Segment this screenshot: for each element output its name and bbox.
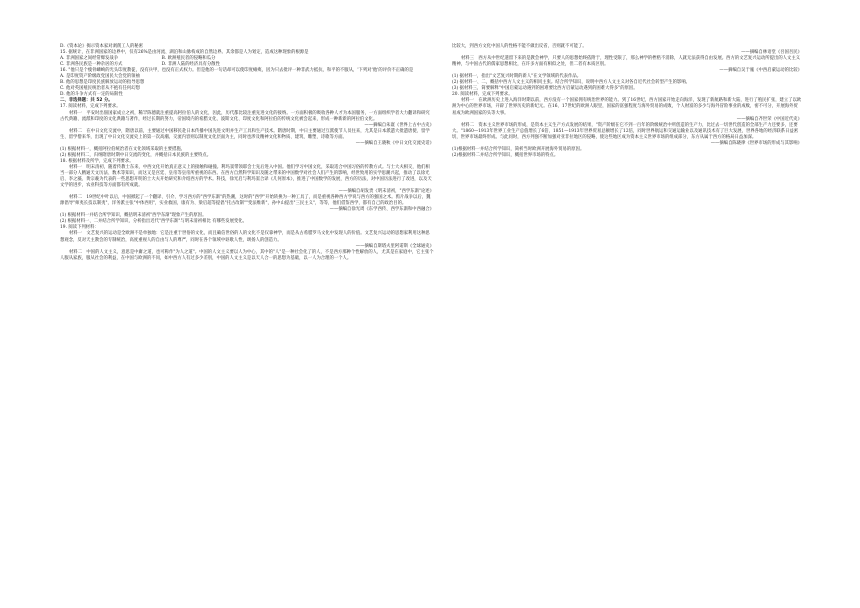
text-paragraph: (2) 根据材料一、二并结合所学知识，分析指出近代"西学东渐"与明末清初相比 有哪些发展变化。	[60, 219, 247, 225]
source-citation: ——摘编自胡发贵《明末清初，"西学东渐"论述》	[338, 189, 434, 195]
source-citation: ——摘编自朱寰《世界上古中古史》	[364, 122, 434, 128]
text-paragraph: 材料一 在欧洲历史上进入海洋时期以前，西方没有一个国家拥有统治世界的能力。到了16世纪，西方国家开始走向海洋，发现了新航路和新大陆，进行了殖民扩张，建立了以欧洲为中心的世界市场，开辟了世界历史的新纪元。在16、17世纪的欧洲人眼里，国家的富强程度与海外贸易的成败，个人财富的多少与海外冒险事业的成败，密不可分，开展海外贸易成为欧洲国家的头等大事。	[452, 98, 802, 116]
text-paragraph: A. 是印度资产阶级政党国民大会党的领袖	[60, 74, 140, 80]
text-paragraph: 18. 根据材料及所学，完成下列要求。	[60, 158, 134, 164]
text-paragraph: 材料一 明末清初，随着传教士东来，中西文化开始真正意义上的接触和碰撞。利玛窦带领耶会士先后进入中国。他们学习中国文化，采取适合中国习俗的传教方式。与士大夫相交，他们相当一部分人精通天文历法、数术等知识，而这又是宫廷、皇帝等皇帝所重视的东西。在西方自然科学知识及随之带来的中国数学对社会人们产生的影响，经世致用的实学思潮兴起，推动了以徐光启、李之藻、黄宗羲为代表的一些思想开明的士大夫开始研究和介绍西方的学术。科技，徐光启与利玛窦合译《几何原本》，推进了中国数学的发展，西方的历法，对中国历法进行了改进，以及天文学的进步，农业科技等方面都有所成就。	[60, 164, 432, 189]
source-citation: ——摘编自齐世荣《中国近代史》	[736, 116, 802, 122]
text-paragraph: (2) 据材料一、二，概括中西方人文主义的相同主张。结合所学知识，说明中西方人文主义对各自近代社会转型产生的影响。	[452, 80, 691, 86]
text-paragraph: 15. 据统计，在非洲国家的边界中，仅有26%是由河流、湖泊和山脉构成的自然边界。其余都是人为划定，造成这种现象的根源是	[60, 50, 309, 56]
text-paragraph: C. 他对英国殖民统治者从不抱有任何幻想	[60, 86, 140, 92]
text-paragraph: (1) 据材料一，指出"文艺复兴时期的新人"在文学领域的代表作品。	[452, 74, 582, 80]
source-citation: ——摘编自徐光周《东学西传、西学东渐和中西融合》	[329, 207, 434, 213]
text-paragraph: 材料一 平安时出佃国家成立之初，稀罕陈德就注重提高阿拉伯人的文化，因此，历代都比较注重先进文化的接纳。一方面积极的吸收各种人才为本国服务，一方面组织学者大力翻译和研究古代典籍、流派和印度的文化典籍与著作，经过长期的努力，帝国境内的希腊文化、波斯文化、印度文化和阿拉伯的传统文化被会起来，形成一种新新的阿拉伯文化。	[60, 110, 430, 122]
text-paragraph: 材料二 19世纪中叶以后，中国掀起了一个翻译、引介、学习西方的"西学东渐"的热潮，这时的"西学"开始转换为一种工具了，而是重视各种西方学说与西方的强国之术。鸦片战争以后，魏源倡导"师夷长技以制夷"，洋务派主张"中体西用"，实业救国，康有为、梁启超等提倡"托古改制""变法维新"，孙中山提出"三民主义"，等等，他们借鉴西学，都有自己的政治目的。	[60, 195, 431, 207]
right-column	[452, 44, 802, 159]
text-paragraph: B. 他的思想是印度民族解放运动的指导思想	[60, 80, 145, 86]
text-paragraph: 材料一 文艺复兴的运动是全欧洲不是单独地：它是注重于世俗的文化，而且确信世俗的人的文化不是仅靠神学，而是从古希腊罗马文化中发现人的价值。文艺复兴运动的思想家利用这种思想观念，反对天主教会的专制统治，高度重视人的自由与人的尊严，同时在各个领域中讴歌人性，颂扬人的创造力。	[60, 231, 430, 243]
source-citation: ——摘编自王晓秋《中日文化交流史话》	[355, 140, 434, 146]
text-paragraph: (2) 根据材料二，归纳隋唐时期中日交流的变化，并概括日本民族的主要特点。	[60, 152, 212, 158]
text-paragraph: (3) 据材料三，简要解释"中国启蒙运动遇到的困难要比西方启蒙运动遇到的困难大得多"的原因。	[452, 86, 638, 92]
text-paragraph: (1) 根据材料一，概括阿拉伯统治者在文化领域采取的主要措施。	[60, 146, 186, 152]
text-paragraph: (2)根据材料二并结合所学知识，概括世界市场的特点。	[452, 152, 559, 158]
text-paragraph: A. 非洲国家之间经常爆发战争 B. 欧洲殖民者的侵略和瓜分	[60, 56, 216, 62]
text-paragraph: C. 非洲各民族是一种杂居的方式 D. 非洲人陆的经济具有分散性	[60, 62, 220, 68]
text-paragraph: 16. "他只是个瘦骨嶙峋的光头印度教徒，没有兵甲，也没有正式权力。但是他的一句话却可以使印度瘫痪，因为只去批评一种非武力抵抗，和平的不服从，'下列对'他'的评价不正确的是	[60, 68, 414, 74]
text-paragraph: 19. 阅读下列材料：	[60, 225, 99, 231]
source-citation: ——摘编自吴于廑《中西启蒙运动的比较》	[719, 68, 802, 74]
text-paragraph: 材料二 中国的人文主义，意思是中庸之道，也可称作"为人之道"。中国的人文主义要以人为中心，其中的"人"是一种社会化了的人，不是西方那种个性解放的人，尤其是在家庭中，它主张个人服从家族，服从社会的利益，在中国与欧洲的不同，如中西方人有过多少差别，中国的人文主义是以天人合一的思想为基础，以一人为合理的一个人。	[60, 249, 434, 261]
source-citation: ——摘编自斯塔夫里阿诺斯《全球通史》	[355, 243, 434, 249]
text-paragraph: 20. 阅读材料，完成下列要求。	[452, 92, 513, 98]
text-paragraph: 材料二 资本主义世界市场的形成，是资本主义生产方式发展的结果，"资产阶级在它不到一百年的阶级统治中所创造的生产力，比过去一切世代创造的全部生产力还要多，还要大。"1860—1913年世界工业生产总值增长了6倍，1851—1913年世界贸易总额增长了12倍，同时世界航运和交通运输业以及通讯技术有了巨大发展，世界各地的经济联系日益密切，世界市场最终形成。与此同时，西方列强不断加强对亚非拉地区的侵略，使这些地区成为资本主义世界市场的组成部分，东方从属于西方的格局日益加深。	[452, 122, 799, 140]
text-paragraph: 比较大，到西方文化中国人的性格不能不做出反省，否则就不可能了。	[452, 44, 587, 49]
text-paragraph: D. 他的斗争方式有一定的局限性	[60, 92, 123, 98]
section-heading: 二、非选择题：共 52 分。	[60, 98, 113, 104]
text-paragraph: 17. 阅读材料，完成下列要求。	[60, 104, 121, 110]
text-paragraph: D.《资本论》揭示资本家对剥削工人的秘密	[60, 44, 143, 49]
text-paragraph: 材料三 西方从中世纪遗留下来的是教会神学，只要人的思想始终依附于，理性受限了，那么神学的桎梏不消除，人就无法获得自由发展。西方的文艺复兴运动所提出的人文主义精神，与中国古代的儒家思想相比，在许多方面有相似之处，但二者有本质区别。	[452, 56, 801, 68]
text-paragraph: (1) 根据材料一并结合所学知识，概括明末清初"西学东渐"现象产生的原因。	[60, 213, 207, 219]
source-citation: ——摘编自陈晓律《世界市场的形成与其影响》	[710, 140, 802, 146]
source-citation: ——摘编自林语堂《吾国吾民》	[741, 50, 802, 56]
text-paragraph: (1)根据材料一并结合所学知识，简析当时欧洲开展海外贸易的原因。	[452, 146, 585, 152]
left-column	[60, 44, 434, 262]
text-paragraph: 材料二 在中日文化交流中，隋唐以前，主要通过中国移民赴日本传播中国先进文明并生产工具和生产技术。隋唐时期，中日主要通过互派使节人员往来，尤其是日本派遣大批遣唐使、留学生、留学僧来华，出现了中日文化交流史上的第一次高潮。交流内容则以制度文化层面为主，同时也涉及精神文化和物质、建筑、雕塑、诗歌等方面。	[60, 128, 430, 140]
